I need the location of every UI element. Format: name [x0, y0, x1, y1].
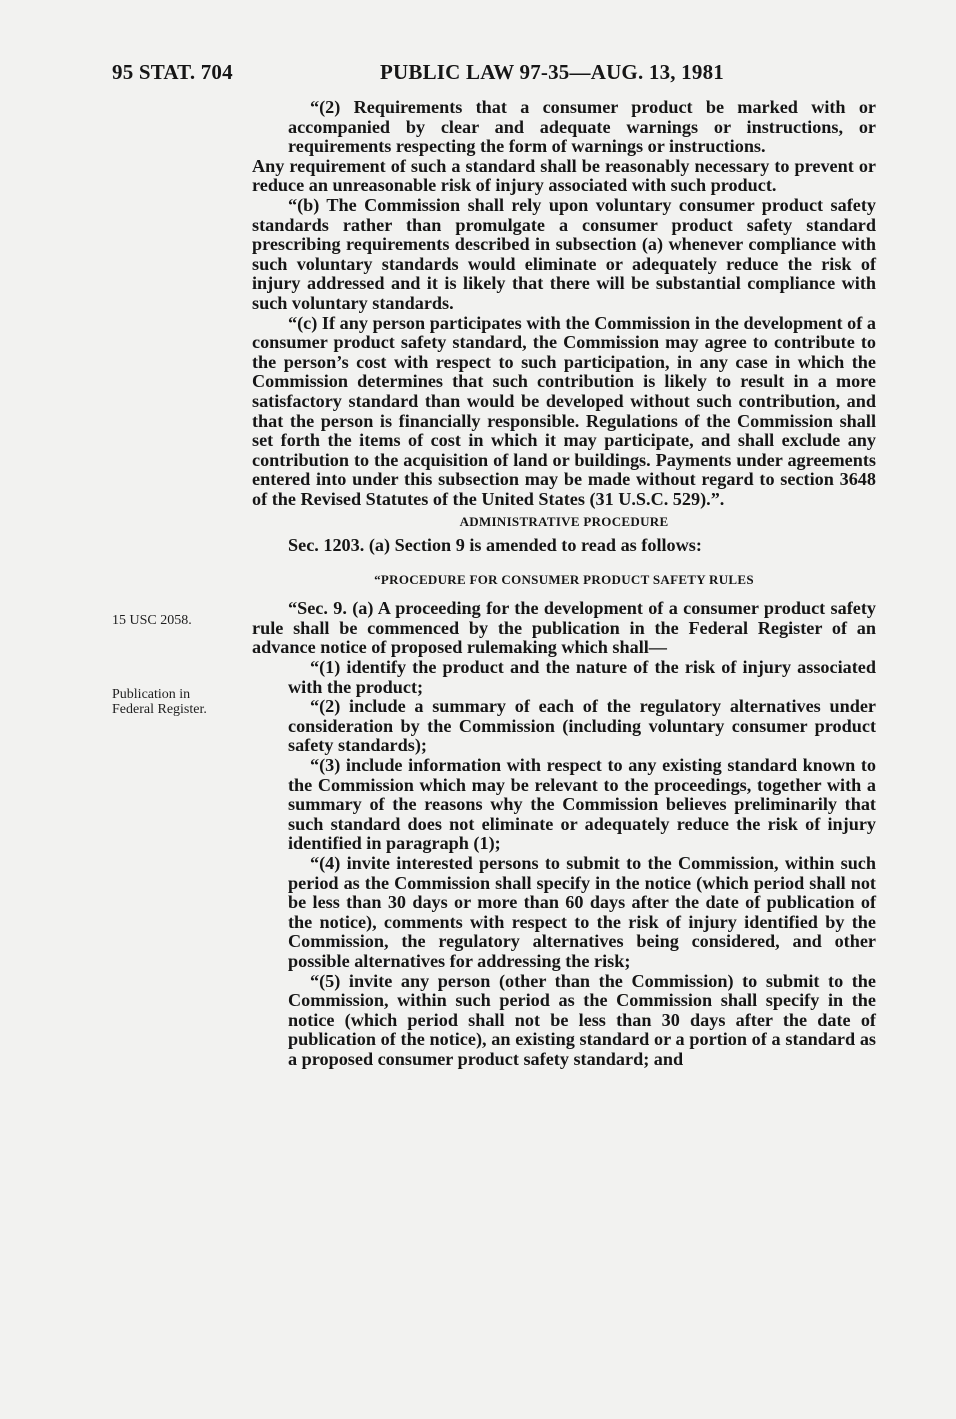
section-9a: “Sec. 9. (a) A proceeding for the development of a consumer product safety rule shall be commenced by the publication in the Federal Register of an advance notice of proposed rulemaking which shall—	[252, 598, 876, 658]
margin-note-usc: 15 USC 2058.	[112, 613, 192, 628]
paragraph-a-closing: Any requirement of such a standard shall be reasonably necessary to prevent or reduce an unreasonable risk of injury associated with such product.	[252, 155, 876, 196]
list-item-3: “(3) include information with respect to any existing standard known to the Commission which may be relevant to the proceedings, together with a summary of the reasons why the Commission believes preliminarily that such standard does not eliminate or adequately reduce the risk of injury identified in paragraph (1);	[288, 755, 876, 854]
public-law-header: PUBLIC LAW 97-35—AUG. 13, 1981	[380, 60, 724, 84]
list-item-4: “(4) invite interested persons to submit to the Commission, within such period as the Commission shall specify in the notice (which period shall not be less than 30 days or more than 60 days after the date of publication of the notice), comments with respect to the risk of injury identified by the Commission, the regulatory alternatives being considered, and other possible alternatives for addressing the risk;	[288, 852, 876, 971]
paragraph-b: “(b) The Commission shall rely upon voluntary consumer product safety standards rather than promulgate a consumer product safety standard prescribing requirements described in subsection (a) whenever compliance with such voluntary standards would eliminate or adequately reduce the risk of injury addressed and it is likely that there will be substantial compliance with such voluntary standards.	[252, 194, 876, 313]
list-item-1: “(1) identify the product and the nature of the risk of injury associated with the product;	[288, 657, 876, 697]
stat-page-number: 95 STAT. 704	[112, 60, 233, 84]
statute-body	[252, 98, 876, 1070]
list-item-2: “(2) include a summary of each of the regulatory alternatives under consideration by the Commission (including voluntary consumer product safety standards);	[288, 696, 876, 756]
paragraph-c: “(c) If any person participates with the Commission in the development of a consumer product safety standard, the Commission may agree to contribute to the person’s cost with respect to such participation, in any case in which the Commission determines that such contribution is likely to result in a more satisfactory standard than would be developed without such contribution, and that the person is financially responsible. Regulations of the Commission shall set forth the items of cost in which it may participate, and shall exclude any contribution to the acquisition of land or buildings. Payments under agreements entered into under this subsection may be made without regard to section 3648 of the Revised Statutes of the United States (31 U.S.C. 529).”.	[252, 312, 876, 509]
paragraph-a2: “(2) Requirements that a consumer product be marked with or accompanied by clear and adequate warnings or instructions, or requirements respecting the form of warnings or instructions.	[288, 97, 876, 157]
heading-administrative-procedure: ADMINISTRATIVE PROCEDURE	[459, 514, 669, 530]
margin-note-publication: Publication in Federal Register.	[112, 687, 207, 717]
heading-procedure-rules: “PROCEDURE FOR CONSUMER PRODUCT SAFETY RULES	[374, 571, 754, 587]
section-1203: Sec. 1203. (a) Section 9 is amended to read as follows:	[288, 535, 702, 556]
list-item-5: “(5) invite any person (other than the Commission) to submit to the Commission, within such period as the Commission shall specify in the notice (which period shall not be less than 30 days after the date of publication of the notice), an existing standard or a portion of a standard as a proposed consumer product safety standard; and	[288, 970, 876, 1069]
